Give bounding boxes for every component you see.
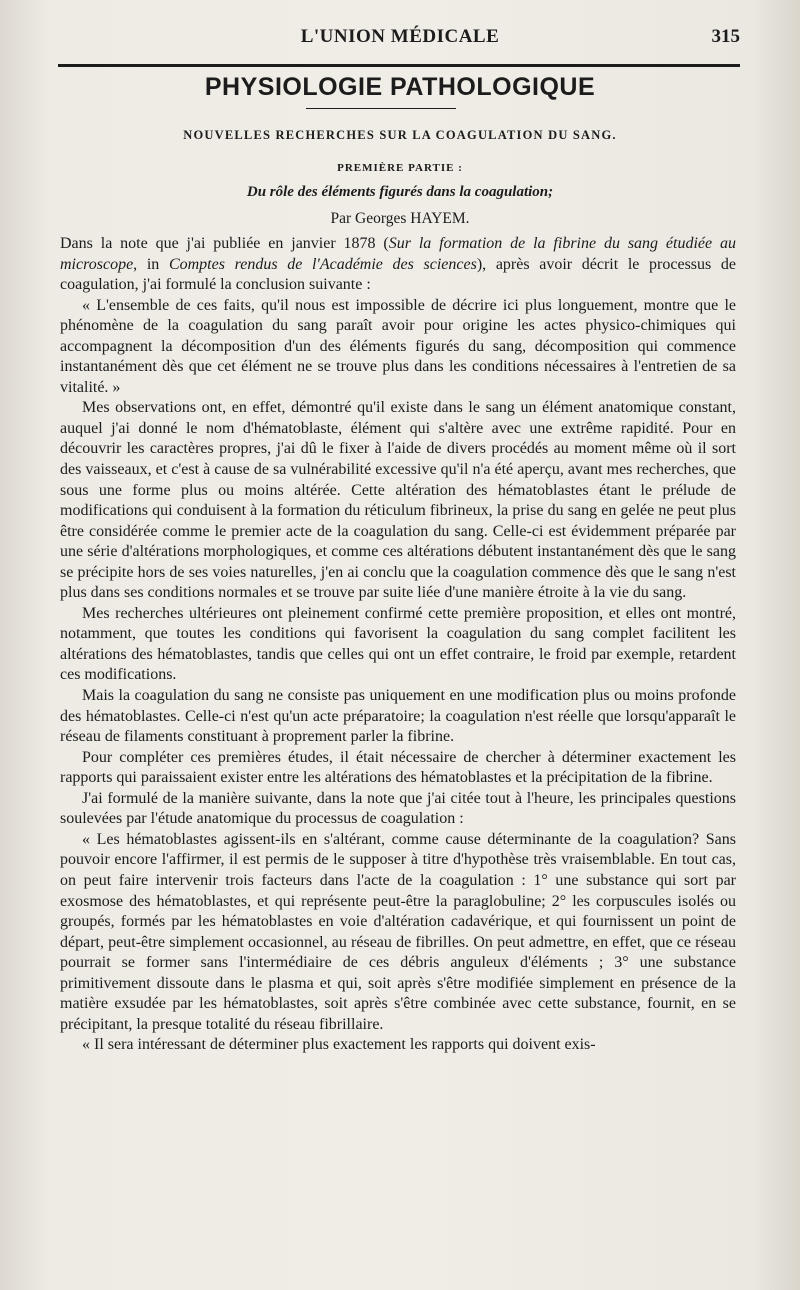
paragraph: Mes recherches ultérieures ont pleinement confirmé cette première proposition, et elles ont montré, notamment, que toutes les conditions qui favorisent la coagulation du sang complet facilitent les altérations des hématoblastes, tandis que celles qui ont un effet contraire, le froid par exemple, retardent ces modifications. (60, 604, 736, 684)
running-head (60, 26, 740, 50)
paragraph: « Les hématoblastes agissent-ils en s'altérant, comme cause déterminante de la coagulation? Sans pouvoir encore l'affirmer, il est permis de le supposer à titre d'hypothèse très vraisemblable. En tout cas, on peut faire intervenir trois facteurs dans l'acte de la coagulation : 1° une substance qui sort par exosmose des hématoblastes, et qui représente peut-être la paraglobuline; 2° les corpuscules isolés ou groupés, formés par les hématoblastes en voie d'altération cadavérique, et qui fournissent un point de départ, peut-être simplement occasionnel, au réseau de fibrilles. On peut admettre, en effet, que ce réseau pourrait se former sans l'intermédiaire de ces débris anguleux d'éléments ; 3° une substance primitivement dissoute dans le plasma et qui, soit après s'être modifiée simplement en présence de la matière exsudée par les hématoblastes, soit après s'être combinée avec cette substance, fournit, en se précipitant, la presque totalité du réseau fibrillaire. (60, 830, 736, 1033)
running-title: L'UNION MÉDICALE (300, 26, 500, 47)
paragraph-text: ), après avoir décrit le processus de coagulation, j'ai formulé la conclusion suivante : (60, 255, 737, 294)
section-rule (306, 108, 456, 109)
paragraph-text: , in (133, 255, 169, 273)
cited-title: Sur la formation de la fibrine du sang étudiée au microscope (60, 235, 736, 273)
byline: Par Georges HAYEM. (330, 210, 470, 227)
header-rule (58, 64, 740, 67)
article-body (60, 234, 736, 1056)
paragraph (60, 234, 736, 296)
part-label: PREMIÈRE PARTIE : (337, 162, 463, 174)
page-number: 315 (711, 26, 740, 47)
paragraph: Mais la coagulation du sang ne consiste pas uniquement en une modification plus ou moins profonde des hématoblastes. Celle-ci n'est qu'un acte préparatoire; la coagulation n'est réelle que lorsqu'apparaît le réseau de filaments constituant à proprement parler la fibrine. (60, 687, 736, 746)
section-title: PHYSIOLOGIE PATHOLOGIQUE (204, 73, 596, 101)
paragraph: J'ai formulé de la manière suivante, dans la note que j'ai citée tout à l'heure, les principales questions soulevées par l'étude anatomique du processus de coagulation : (60, 789, 736, 828)
paragraph: « Il sera intéressant de déterminer plus exactement les rapports qui doivent exis- (82, 1036, 596, 1054)
article-title: NOUVELLES RECHERCHES SUR LA COAGULATION DU SANG. (183, 128, 617, 142)
paragraph: Mes observations ont, en effet, démontré qu'il existe dans le sang un élément anatomique constant, auquel j'ai donné le nom d'hématoblaste, élément qui s'altère avec une extrême rapidité. Pour en découvrir les caractères propres, j'ai dû le fixer à l'aide de divers procédés au moment même où il sort des vaisseaux, et c'est à cause de sa vulnérabilité excessive qu'il n'a été aperçu, avant mes recherches, que sous une forme plus ou moins altérée. Cette altération des hématoblastes étant le prélude de modifications qui conduisent à la formation du réticulum fibrineux, la prise du sang en gelée ne peut plus être considérée comme le premier acte de la coagulation du sang. Celle-ci est évidemment préparée par une série d'altérations morphologiques, et comme ces altérations débutent instantanément dès que le sang se précipite hors de ses voies naturelles, j'en ai conclu que la coagulation commence dès que le sang n'est plus dans ses conditions normales et se trouve par suite liée d'une manière étroite à la vie du sang. (60, 399, 736, 602)
cited-journal: Comptes rendus de l'Académie des sciences (168, 255, 477, 273)
paragraph: Pour compléter ces premières études, il était nécessaire de chercher à déterminer exactement les rapports qui paraissaient exister entre les altérations des hématoblastes et la précipitation de la fibrine. (60, 748, 736, 787)
paragraph-text: Dans la note que j'ai publiée en janvier 1878 ( (60, 235, 389, 252)
article-subtitle: Du rôle des éléments figurés dans la coagulation; (246, 184, 554, 200)
paragraph: « L'ensemble de ces faits, qu'il nous est impossible de décrire ici plus longuement, montre que le phénomène de la coagulation du sang paraît avoir pour origine les actes physico-chimiques qui accompagnent la décomposition d'un des éléments figurés du sang, décomposition qui commence instantanément dès que cet élément ne se trouve plus dans les conditions nécessaires à l'entretien de sa vitalité. » (60, 296, 736, 396)
